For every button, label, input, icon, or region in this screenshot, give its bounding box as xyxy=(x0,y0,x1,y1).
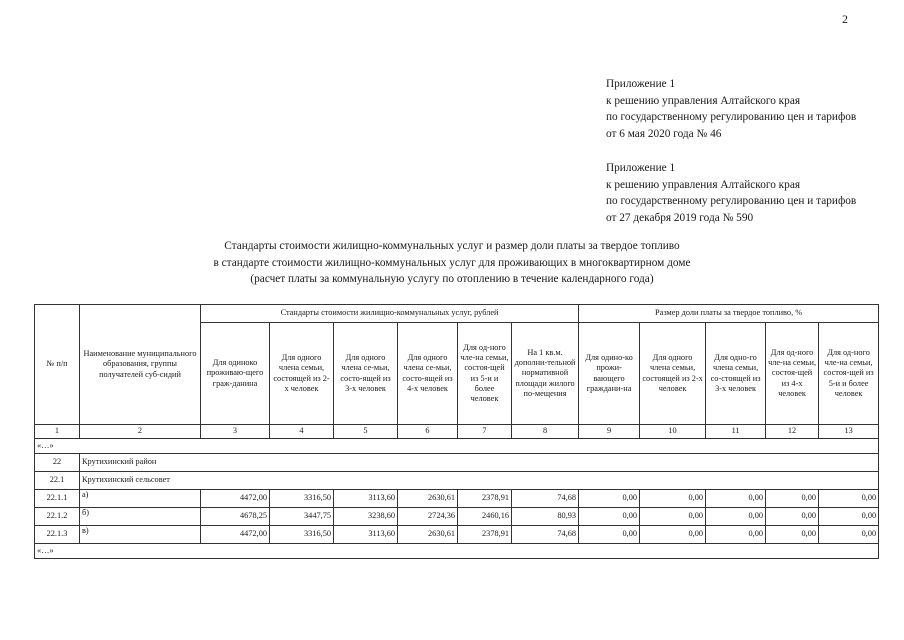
row-label: в) xyxy=(80,526,201,544)
cell-value: 0,00 xyxy=(640,508,706,526)
cell-value: 0,00 xyxy=(579,526,640,544)
cell-value: 80,93 xyxy=(512,508,579,526)
column-number-row xyxy=(35,425,879,439)
cell-value: 2630,61 xyxy=(398,526,458,544)
cell-value: 4472,00 xyxy=(201,526,270,544)
header-number: № п/п xyxy=(35,305,80,425)
column-number: 7 xyxy=(458,425,512,439)
title-line: (расчет платы за коммунальную услугу по отоплению в течение календарного года) xyxy=(250,273,654,285)
column-number: 12 xyxy=(766,425,819,439)
title-line: в стандарте стоимости жилищно-коммунальных услуг для проживающих в многоквартирном доме xyxy=(213,256,691,269)
subheader: На 1 кв.м. дополни-тельной нормативной площади жилого по-мещения xyxy=(512,323,579,425)
appendix-line: к решению управления Алтайского края xyxy=(606,178,801,191)
column-number: 9 xyxy=(579,425,640,439)
appendix-line: по государственному регулированию цен и тарифов xyxy=(606,195,857,207)
column-number: 5 xyxy=(334,425,398,439)
cell-value: 2630,61 xyxy=(398,490,458,508)
ellipsis-row: «…» xyxy=(35,439,879,454)
cell-value: 3113,60 xyxy=(334,526,398,544)
appendix-header-previous xyxy=(606,160,856,226)
appendix-line: к решению управления Алтайского края xyxy=(606,94,801,107)
subheader: Для од-ного чле-на семьи, состоя-щей из 5-и и более человек xyxy=(819,323,879,425)
rates-table xyxy=(34,304,879,559)
cell-value: 74,68 xyxy=(512,490,579,508)
cell-value: 0,00 xyxy=(640,490,706,508)
cell-value: 0,00 xyxy=(706,490,766,508)
cell-value: 2378,91 xyxy=(458,490,512,508)
title-line: Стандарты стоимости жилищно-коммунальных услуг и размер доли платы за твердое топливо xyxy=(224,240,680,252)
column-number: 6 xyxy=(398,425,458,439)
appendix-header-current xyxy=(606,76,856,142)
subheader: Для одного члена семьи, состоящей из 2-х человек xyxy=(640,323,706,425)
cell-value: 0,00 xyxy=(766,490,819,508)
district-name: Крутихинский район xyxy=(80,454,879,472)
appendix-line: от 6 мая 2020 года № 46 xyxy=(606,127,722,140)
header-group-fuel-share: Размер доли платы за твердое топливо, % xyxy=(579,305,879,323)
table-row xyxy=(35,490,879,508)
cell-value: 0,00 xyxy=(706,526,766,544)
cell-value: 3238,60 xyxy=(334,508,398,526)
page-number: 2 xyxy=(842,12,848,26)
row-number: 22.1.2 xyxy=(35,508,80,526)
subheader: Для одного члена се-мьи, состо-ящей из 3-х человек xyxy=(334,323,398,425)
subheader: Для одного члена семьи, состоящей из 2-х человек xyxy=(270,323,334,425)
appendix-line: по государственному регулированию цен и тарифов xyxy=(606,111,857,123)
subheader: Для одного члена се-мьи, состо-ящей из 4-х человек xyxy=(398,323,458,425)
table-row xyxy=(35,526,879,544)
column-number: 2 xyxy=(80,425,201,439)
header-name: Наименование муниципального образования, группы получателей суб-сидий xyxy=(80,305,201,425)
row-number: 22.1 xyxy=(35,472,80,490)
subheader: Для од-ного чле-на семьи, состоя-щей из 4-х человек xyxy=(766,323,819,425)
column-number: 3 xyxy=(201,425,270,439)
column-number: 1 xyxy=(35,425,80,439)
appendix-line: Приложение 1 xyxy=(606,78,676,90)
cell-value: 0,00 xyxy=(579,508,640,526)
cell-value: 74,68 xyxy=(512,526,579,544)
row-number: 22.1.1 xyxy=(35,490,80,508)
cell-value: 0,00 xyxy=(766,526,819,544)
district-row xyxy=(35,454,879,472)
ellipsis-row: «…» xyxy=(35,544,879,559)
row-number: 22 xyxy=(35,454,80,472)
header-group-standards: Стандарты стоимости жилищно-коммунальных услуг, рублей xyxy=(201,305,579,323)
subheader: Для одно-го члена семьи, со-стоящей из 3-х человек xyxy=(706,323,766,425)
cell-value: 2460,16 xyxy=(458,508,512,526)
document-title xyxy=(0,238,904,288)
cell-value: 0,00 xyxy=(819,490,879,508)
cell-value: 0,00 xyxy=(819,508,879,526)
cell-value: 0,00 xyxy=(706,508,766,526)
column-number: 11 xyxy=(706,425,766,439)
council-row xyxy=(35,472,879,490)
cell-value: 4472,00 xyxy=(201,490,270,508)
cell-value: 3113,60 xyxy=(334,490,398,508)
cell-value: 2724,36 xyxy=(398,508,458,526)
column-number: 4 xyxy=(270,425,334,439)
cell-value: 0,00 xyxy=(640,526,706,544)
cell-value: 3447,75 xyxy=(270,508,334,526)
subheader: Для од-ного чле-на семьи, состоя-щей из 5-и и более человек xyxy=(458,323,512,425)
cell-value: 4678,25 xyxy=(201,508,270,526)
cell-value: 2378,91 xyxy=(458,526,512,544)
cell-value: 0,00 xyxy=(766,508,819,526)
appendix-line: Приложение 1 xyxy=(606,162,676,174)
appendix-line: от 27 декабря 2019 года № 590 xyxy=(606,211,754,224)
cell-value: 3316,50 xyxy=(270,490,334,508)
table-row xyxy=(35,508,879,526)
subheader: Для одино-ко прожи-вающего граждани-на xyxy=(579,323,640,425)
subheader: Для одиноко проживаю-щего граж-данина xyxy=(201,323,270,425)
row-number: 22.1.3 xyxy=(35,526,80,544)
column-number: 8 xyxy=(512,425,579,439)
cell-value: 0,00 xyxy=(819,526,879,544)
council-name: Крутихинский сельсовет xyxy=(80,472,879,490)
column-number: 13 xyxy=(819,425,879,439)
column-number: 10 xyxy=(640,425,706,439)
cell-value: 0,00 xyxy=(579,490,640,508)
row-label: а) xyxy=(80,490,201,508)
cell-value: 3316,50 xyxy=(270,526,334,544)
row-label: б) xyxy=(80,508,201,526)
